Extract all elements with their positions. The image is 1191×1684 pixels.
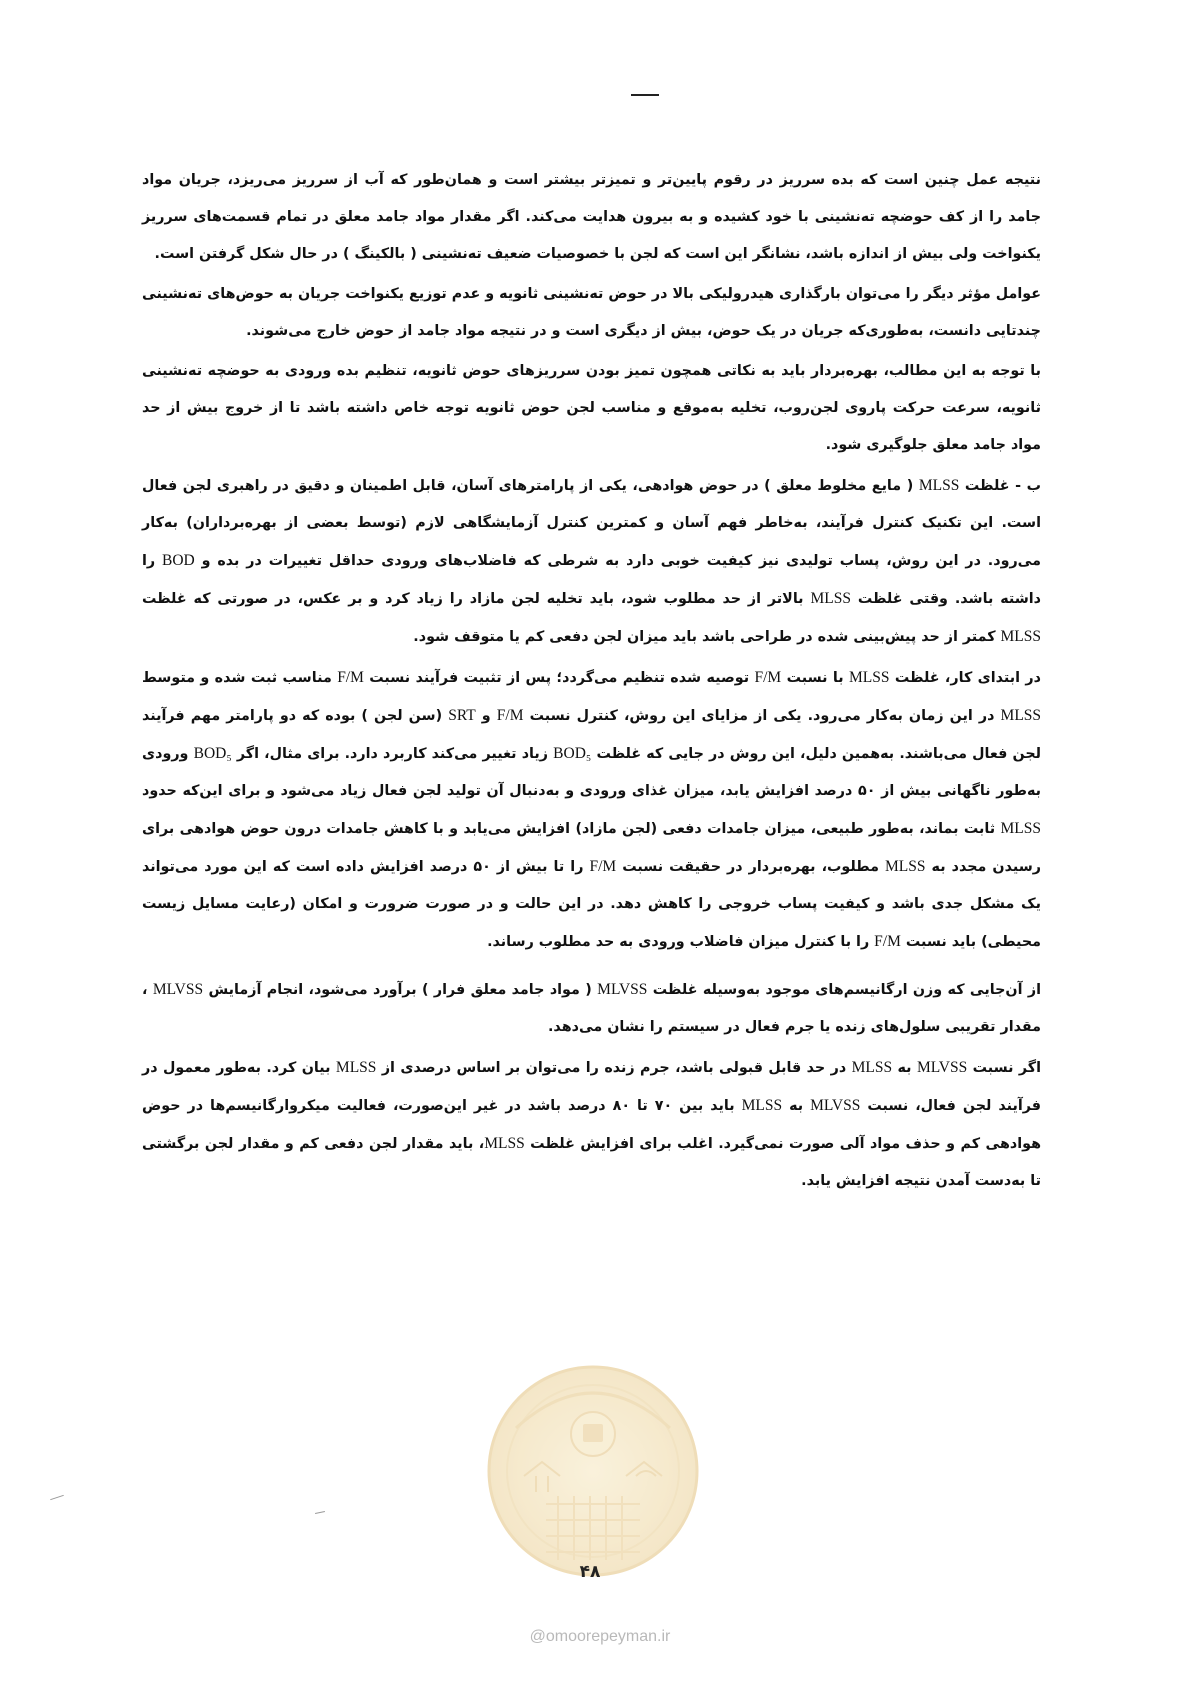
paragraph-7 xyxy=(142,1049,1041,1200)
text-run: ( مایع مخلوط معلق ) در حوض هوادهی، یکی از پارامترهای آسان، قابل اطمینان و دقیق در راهبری لجن فعال است. این تکنیک کنترل فرآیند، به‌خاطر فهم آسان و کمترین کنترل آزمایشگاهی لازم (توسط بعضی از بهره‌برداران) به‌کار می‌رود. در این روش، پساب تولیدی نیز کیفیت خوبی دارد به شرطی که فاضلاب‌های ورودی حداقل تغییرات در بده و xyxy=(142,478,1041,569)
latin-term: MLVSS xyxy=(916,1059,968,1076)
latin-term: MLSS xyxy=(741,1097,783,1114)
text-run: باید بین ۷۰ تا ۸۰ درصد باشد در غیر این‌صورت، فعالیت میکروارگانیسم‌ها در حوض هوادهی کم و حذف مواد آلی صورت نمی‌گیرد. اغلب برای افزایش غلظت xyxy=(142,1098,1041,1152)
paragraph-2 xyxy=(142,276,1041,350)
latin-term: MLSS xyxy=(810,590,851,607)
text-run: اگر نسبت xyxy=(967,1060,1042,1076)
paragraph-3 xyxy=(142,353,1041,464)
latin-term: MLVSS xyxy=(597,981,648,998)
text-run: بیان کرد. به‌طور معمول در فرآیند لجن فعال، نسبت xyxy=(142,1060,1041,1114)
text-run: از آن‌جایی که وزن ارگانیسم‌های موجود به‌وسیله غلظت xyxy=(647,982,1041,998)
text-run: بالاتر از حد مطلوب شود، باید تخلیه لجن مازاد را زیاد کرد و بر عکس، در صورتی که غلظت xyxy=(142,591,811,607)
latin-term: MLVSS xyxy=(810,1097,861,1114)
text-run: (سن لجن ) بوده که دو پارامتر مهم فرآیند لجن فعال می‌باشند. به‌همین دلیل، این روش در جایی که غلظت xyxy=(142,708,1041,762)
latin-term: F/M xyxy=(337,669,364,686)
text-run: ثابت بماند، به‌طور طبیعی، میزان جامدات دفعی (لجن مازاد) افزایش می‌یابد و با کاهش جامدات درون حوض هوادهی برای رسیدن مجدد به xyxy=(142,821,1041,875)
paragraph-1 xyxy=(142,162,1041,273)
latin-term: MLSS xyxy=(849,669,890,686)
text-run: عوامل مؤثر دیگر را می‌توان بارگذاری هیدرولیکی بالا در حوض ته‌نشینی ثانویه و عدم توزیع یکنواخت جریان به حوض‌های ته‌نشینی چندتایی دانست، به‌طوری‌که جریان در یک حوض، بیش از دیگری است و در نتیجه مواد جامد از حوض خارج می‌شوند. xyxy=(142,286,1041,339)
scan-speck xyxy=(50,1495,64,1500)
text-run: ( مواد جامد معلق فرار ) برآورد می‌شود، انجام آزمایش xyxy=(203,982,598,998)
latin-term: MLVSS xyxy=(152,981,204,998)
text-run: در حد قابل قبولی باشد، جرم زنده را می‌توان بر اساس درصدی از xyxy=(376,1060,852,1076)
latin-term: BOD₅ xyxy=(193,745,232,762)
page-number: ۴۸ xyxy=(579,1562,601,1582)
text-run: را با کنترل میزان فاضلاب ورودی به حد مطلوب رساند. xyxy=(487,934,875,950)
latin-term: MLSS xyxy=(1000,820,1041,837)
seal-logo xyxy=(486,1364,700,1578)
text-run: کمتر از حد پیش‌بینی شده در طراحی باشد باید میزان لجن دفعی کم یا متوقف شود. xyxy=(413,629,1001,645)
latin-term: MLSS xyxy=(1000,707,1042,724)
scan-speck xyxy=(315,1511,325,1514)
page-body xyxy=(142,162,1041,1200)
paragraph-5 xyxy=(142,659,1041,961)
text-run: ورودی به‌طور ناگهانی بیش از ۵۰ درصد افزایش یابد، میزان غذای ورودی و به‌دنبال آن تولید لجن فعال زیاد می‌شود و برای این‌که حدود xyxy=(142,746,1041,799)
latin-term: MLSS xyxy=(484,1135,525,1152)
paragraph-6 xyxy=(142,971,1041,1046)
text-run: توصیه شده تنظیم می‌گردد؛ پس از تثبیت فرآیند نسبت xyxy=(363,670,755,686)
text-run: با توجه به این مطالب، بهره‌بردار باید به نکاتی همچون تمیز بودن سرریزهای حوض ثانویه، تنظیم بده ورودی به حوضچه ته‌نشینی ثانویه، سرعت حرکت پاروی لجن‌روب، تخلیه به‌موقع و مناسب لجن حوض ثانویه توجه خاص داشته باشد تا از خروج بیش از حد مواد جامد معلق جلوگیری شود. xyxy=(142,363,1041,453)
text-run: با نسبت xyxy=(781,670,849,686)
text-run: را داشته باشد. وقتی غلظت xyxy=(142,553,1042,607)
text-run: در ابتدای کار، غلظت xyxy=(889,670,1041,686)
latin-term: MLSS xyxy=(918,477,960,494)
latin-term: F/M xyxy=(874,933,901,950)
text-run: ، مقدار تقریبی سلول‌های زنده یا جرم فعال در سیستم را نشان می‌دهد. xyxy=(142,982,1041,1035)
site-watermark: @omoorepeyman.ir xyxy=(529,1628,671,1645)
text-run: زیاد تغییر می‌کند کاربرد دارد. برای مثال، اگر xyxy=(231,746,554,762)
latin-term: SRT xyxy=(448,707,476,724)
latin-term: F/M xyxy=(754,669,782,686)
latin-term: BOD₅ xyxy=(553,745,592,762)
text-run: به xyxy=(782,1098,811,1114)
latin-term: MLSS xyxy=(885,858,926,875)
latin-term: MLSS xyxy=(335,1059,377,1076)
latin-term: F/M xyxy=(496,707,524,724)
text-run: در این زمان به‌کار می‌رود. یکی از مزایای این روش، کنترل نسبت xyxy=(523,708,1001,724)
latin-term: MLSS xyxy=(851,1059,893,1076)
latin-term: BOD xyxy=(162,552,195,569)
text-run: را تا بیش از ۵۰ درصد افزایش داده است که این مورد می‌تواند یک مشکل جدی باشد و کیفیت پساب خروجی را کاهش دهد. در این حالت و در صورت ضرورت و امکان (رعایت مسایل زیست محیطی) باید نسبت xyxy=(142,859,1041,950)
text-run: ، باید مقدار لجن دفعی کم و مقدار لجن برگشتی تا به‌دست آمدن نتیجه افزایش یابد. xyxy=(142,1136,1041,1189)
text-run: نتیجه عمل چنین است که بده سرریز در رقوم پایین‌تر و تمیزتر بیشتر است و همان‌طور که آب از سرریز می‌ریزد، جریان مواد جامد را از کف حوضچه ته‌نشینی با خود کشیده و به بیرون هدایت می‌کند. اگر مقدار مواد جامد معلق در تمام قسمت‌های سرریز یکنواخت ولی بیش از اندازه باشد، نشانگر این است که لجن با خصوصیات ضعیف ته‌نشینی ( بالکینگ ) در حال شکل گرفتن است. xyxy=(142,172,1041,262)
text-run: و xyxy=(475,708,497,724)
text-run: ب - غلظت xyxy=(959,478,1041,494)
text-run: به xyxy=(892,1060,917,1076)
text-run: مناسب ثبت شده و متوسط xyxy=(142,670,338,686)
latin-term: F/M xyxy=(589,858,617,875)
paragraph-4 xyxy=(142,467,1041,656)
text-run: مطلوب، بهره‌بردار در حقیقت نسبت xyxy=(616,859,885,875)
top-rule xyxy=(631,94,659,96)
latin-term: MLSS xyxy=(1000,628,1041,645)
